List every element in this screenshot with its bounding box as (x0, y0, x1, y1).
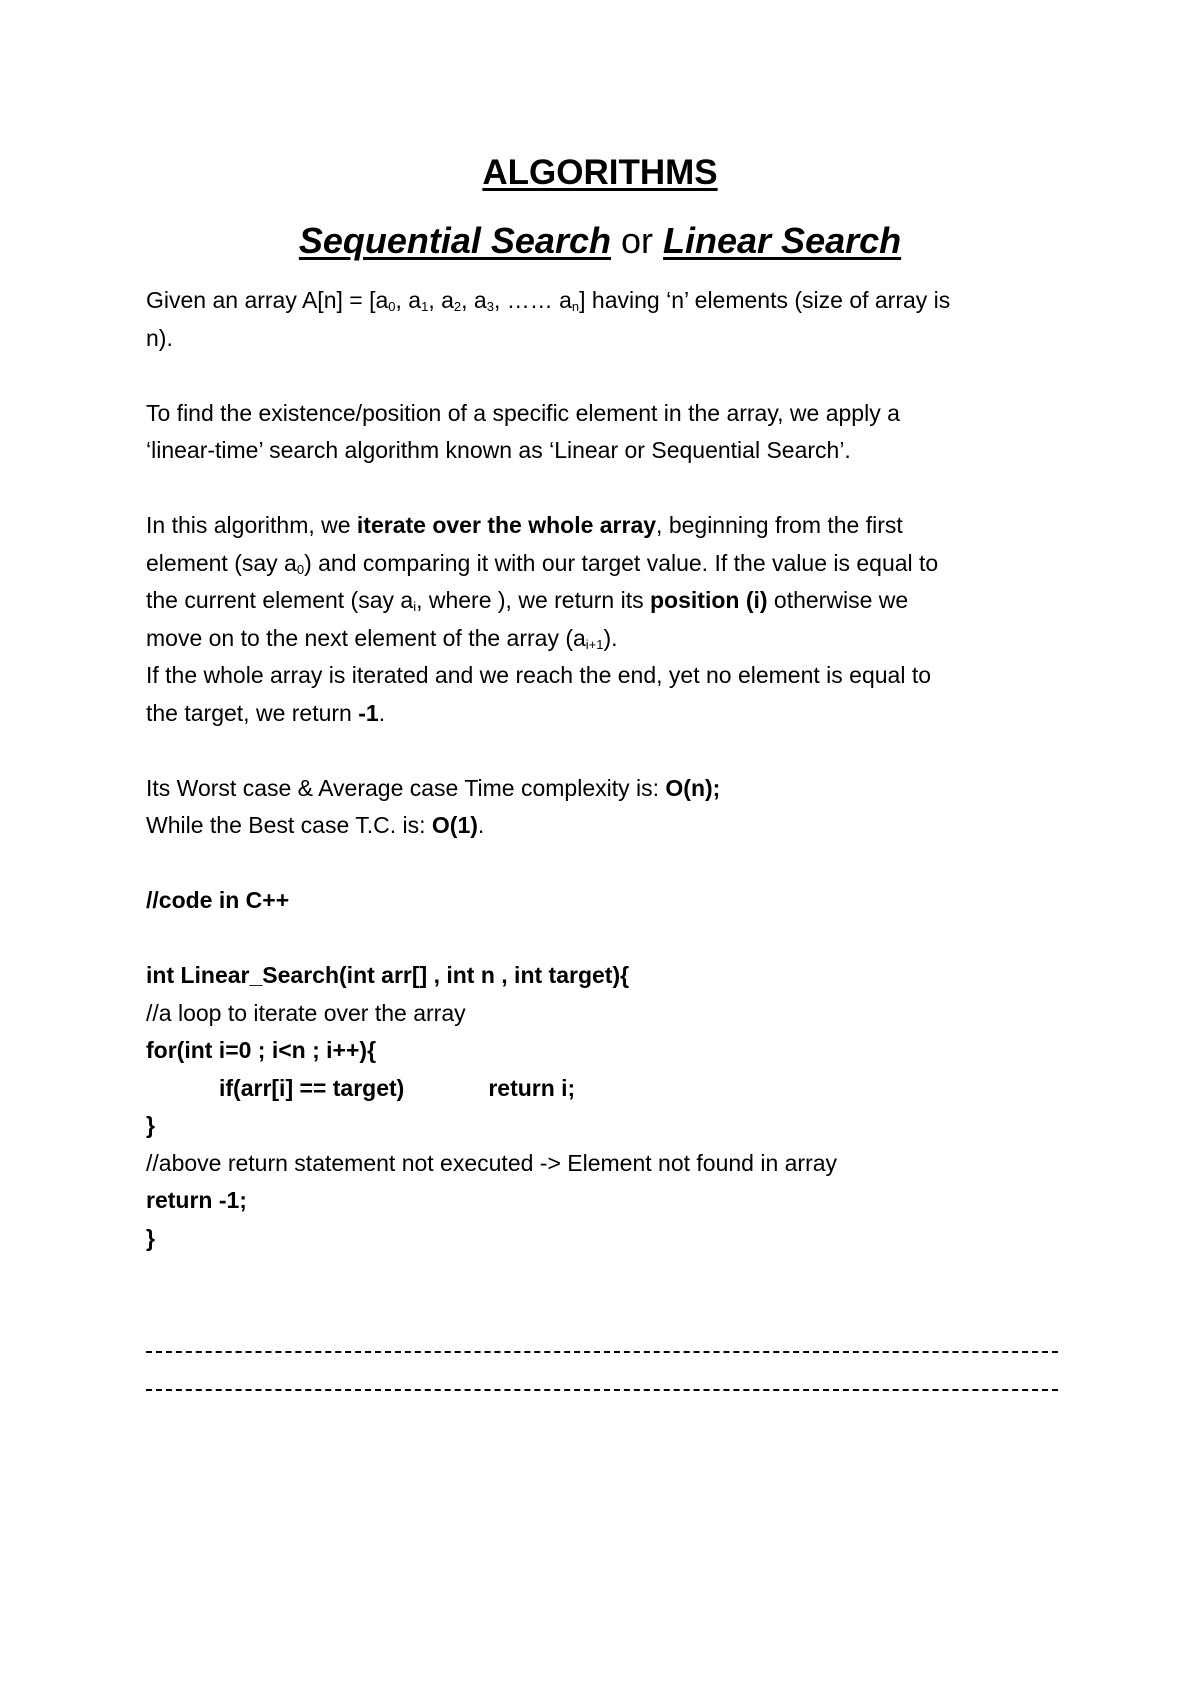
code-for-line: for(int i=0 ; i<n ; i++){ (146, 1037, 377, 1063)
code-return-neg: return -1; (146, 1187, 247, 1213)
para1-line1: Given an array $A[n] = [a_0$, $a_1$, $a_2$, $a_3$, …… $a_n$] having ‘n’ elements (size of array is (146, 287, 951, 314)
para3-line2: element (say $a_0$) and comparing it with our target value. If the value is equal to (146, 549, 939, 577)
para3-line1: In this algorithm, we iterate over the whole array, beginning from the first (146, 512, 903, 538)
code-if-line: if(arr[i] == target) return i; (219, 1074, 576, 1101)
complexity-worst-average: Its Worst case & Average case Time complexity is: O(n); (146, 774, 721, 801)
subtitle-term-sequential: Sequential Search (298, 220, 611, 261)
code-signature: int Linear_Search(int arr[] , int n , int target){ (146, 962, 630, 988)
code-comment-loop: //a loop to iterate over the array (146, 999, 466, 1026)
para3-line3: the current element (say $a_i$, where ), we return its position (i) otherwise we (146, 587, 909, 614)
dashed-divider-2 (146, 1389, 1058, 1391)
subtitle-term-linear: Linear Search (663, 220, 902, 261)
page-subtitle (0, 218, 1200, 264)
dashed-divider-1 (146, 1351, 1058, 1353)
code-header: //code in C++ (146, 887, 290, 913)
para3-line4: move on to the next element of the array $(a_{i+1})$. (146, 624, 618, 652)
page-title: ALGORITHMS (482, 153, 718, 192)
code-comment-not-found: //above return statement not executed -> Element not found in array (146, 1149, 838, 1176)
code-close-for: } (146, 1112, 155, 1138)
subtitle-connector: or (620, 220, 653, 261)
para1-line2: n). (146, 324, 173, 351)
complexity-best: While the Best case T.C. is: O(1). (146, 812, 485, 838)
para3-line6: the target, we return -1. (146, 699, 386, 726)
para3-line5: If the whole array is iterated and we reach the end, yet no element is equal to (146, 662, 932, 688)
para2-line1: To find the existence/position of a specific element in the array, we apply a (146, 399, 900, 426)
para2-line2: ‘linear-time’ search algorithm known as ‘Linear or Sequential Search’. (146, 437, 851, 463)
document-body (146, 282, 1066, 1257)
code-close-function: } (146, 1224, 155, 1251)
